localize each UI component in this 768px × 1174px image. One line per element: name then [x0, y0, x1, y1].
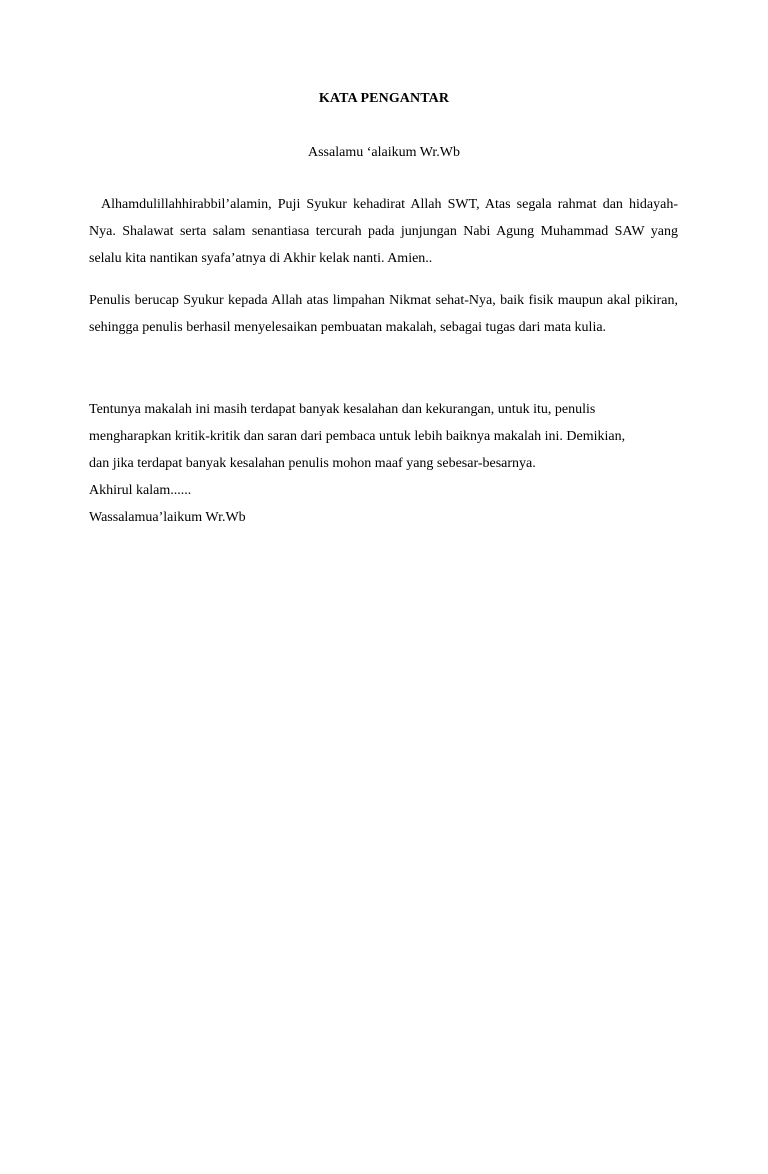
- closing-salutation: Wassalamua’laikum Wr.Wb: [89, 510, 246, 525]
- page-title: KATA PENGANTAR: [318, 91, 450, 106]
- paragraph-gratitude-text: Penulis berucap Syukur kepada Allah atas limpahan Nikmat sehat-Nya, baik fisik maupun akal pikiran, sehingga penulis berhasil menyelesaikan pembuatan makalah, sebagai tugas dari mata kulia.: [89, 293, 678, 335]
- closing-remark: Akhirul kalam......: [89, 483, 192, 498]
- paragraph-opening-text: Alhamdulillahhirabbil’alamin, Puji Syukur kehadirat Allah SWT, Atas segala rahmat dan hidayah-Nya. Shalawat serta salam senantiasa tercurah pada junjungan Nabi Agung Muhammad SAW yang selalu kita nantikan syafa’atnya di Akhir kelak nanti. Amien..: [89, 197, 678, 266]
- paragraph-opening: [89, 191, 678, 272]
- closing-line: Tentunya makalah ini masih terdapat banyak kesalahan dan kekurangan, untuk itu, penulis: [89, 402, 596, 417]
- paragraph-closing: [89, 396, 678, 531]
- greeting-line: Assalamu ‘alaikum Wr.Wb: [308, 145, 460, 160]
- paragraph-gratitude: [89, 287, 678, 341]
- closing-line: dan jika terdapat banyak kesalahan penulis mohon maaf yang sebesar-besarnya.: [89, 456, 536, 471]
- closing-line: mengharapkan kritik-kritik dan saran dari pembaca untuk lebih baiknya makalah ini. Demikian,: [89, 429, 626, 444]
